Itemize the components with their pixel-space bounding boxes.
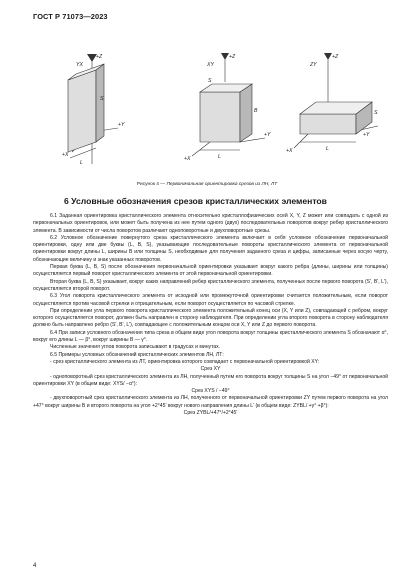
section-title: 6 Условные обозначения срезов кристаллических элементов [64, 196, 327, 206]
block2-front [200, 92, 240, 142]
axis-x-3 [294, 132, 310, 148]
block3-front [300, 114, 356, 134]
example-cut-designation: Срез XY [200, 366, 221, 373]
paragraph: 6.5 Примеры условных обозначений кристаллических элементов ЛН, ЛТ: [50, 351, 224, 358]
paragraph: 6.3 Угол поворота кристаллического элемента от исходной или промежуточной ориентировки считается положительным, если поворот осуществляется против часовой стрелки и отрицательным, если поворот осуществляется по часовой стрелке. [33, 293, 388, 307]
example-cut-designation: Срез ZYBL/+47°/+2°45' [183, 410, 238, 417]
label-l-2: L [218, 154, 221, 160]
label-z-1: +Z [96, 54, 103, 60]
page-number: 4 [33, 563, 37, 569]
label-x-1: +X [62, 152, 69, 158]
arrow-z-2 [221, 53, 229, 60]
paragraph: Численные значения углов поворота записывают в градусах и минутах. [50, 344, 221, 351]
label-l-1: L [80, 160, 83, 166]
label-x-2: +X [184, 156, 191, 162]
label-y-3: +Y [363, 132, 370, 138]
paragraph: - двухповоротный срез кристаллического элемента из ЛН, полученного от первоначальной ориентировки ZY путем первого поворота на угол +47° вокруг ширины B и второго поворота на угол +2°45' вокруг нового направления длины L' (в общем виде: ZYBL/ +γ° +β°): [33, 395, 388, 409]
figure-caption [0, 182, 414, 187]
paragraph: Первая буква (L, B, S) после обозначения первоначальной ориентировки указывает вокруг какого ребра (длины, ширины или толщины) осуществляется первый поворот кристаллического элемента от этой первоначальной ориентировки. [33, 264, 388, 278]
block2-side [240, 84, 252, 142]
label-y-2: +Y [264, 132, 271, 138]
paragraph: Вторая буква (L, B, S) указывает, вокруг каких направлений ребер кристаллического элемента, полученных после первого поворота (S', B', L'), осуществляется второй поворот. [33, 278, 388, 292]
label-z-3: +Z [332, 54, 339, 60]
paragraph: 6.2 Условное обозначение повернутого среза кристаллического элемента включает в себя условное обозначение первоначальной ориентировки, одну или две буквы (L, B, S), указывающие последовательные повороты кристаллического элемента от первоначальной ориентировки вокруг длины L, ширины B или толщины S, необходимые для получения заданного среза и цифры, записанные через косую черту, обозначающие величину и знак указанных поворотов. [33, 234, 388, 263]
label-y-1: +Y [118, 122, 125, 128]
crystal-orientation-diagram [60, 52, 380, 177]
label-l-3: L [326, 146, 329, 152]
document-header: ГОСТ Р 71073—2023 [33, 12, 108, 21]
paragraph: 6.4 При записи условного обозначения типа среза в общем виде угол поворота вокруг толщины кристаллического элемента S обозначают α°, вокруг его длины L — β°, вокруг ширины B — γ°. [33, 329, 388, 344]
arrow-z-3 [324, 53, 332, 60]
label-z-2: +Z [229, 54, 236, 60]
block1-front [68, 70, 96, 152]
example-cut-designation: Срез XYS / −49° [191, 388, 230, 395]
figure-caption-text: Первоначальная ориентировка срезов из ЛН, ЛТ [166, 182, 278, 187]
label-s-3: S [374, 110, 378, 116]
label-b-2: B [254, 108, 258, 114]
paragraph: - срез кристаллического элемента из ЛТ, ориентировка которого совпадает с первоначальной ориентировкой XY: [50, 358, 320, 365]
paragraph: 6.1 Заданная ориентировка кристаллического элемента относительно кристаллофизических осей X, Y, Z может или совпадать с одной из первоначальных ориентировок, или может быть получена из нее путем одного (двух) последовательных поворотов вокруг ребер кристаллического элемента. В зависимости от числа поворотов различают одноповоротные и двухповоротные срезы. [33, 213, 388, 234]
figure-4 [60, 52, 380, 177]
label-xy: XY [207, 62, 214, 68]
label-x-3: +X [286, 148, 293, 154]
label-yx: YX [76, 62, 83, 68]
body-text [33, 213, 388, 417]
label-s-1: S [100, 96, 104, 102]
paragraph: При определении угла первого поворота кристаллического элемента положительный конец оси (X, Y или Z), совпадающей с ребром, вокруг которого осуществляется поворот, должен быть направлен в сторону наблюдателя. При определении угла второго поворота в сторону наблюдателя должно быть направлено ребро (S', B', L'), совпадающее с положительным концом оси X, Y или Z до первого поворота. [33, 307, 388, 329]
block1-side [96, 64, 104, 142]
label-s-2: S [208, 78, 212, 84]
figure-caption-label: Рисунок 4 — [136, 182, 166, 187]
label-zy: ZY [310, 62, 317, 68]
axis-x-2 [192, 142, 210, 156]
paragraph: - одноповоротный срез кристаллического элемента из ЛН, полученный путем его поворота вокруг толщины S на угол −49° от первоначальной ориентировки XY (в общем виде: XYS/ −α°): [33, 373, 388, 387]
